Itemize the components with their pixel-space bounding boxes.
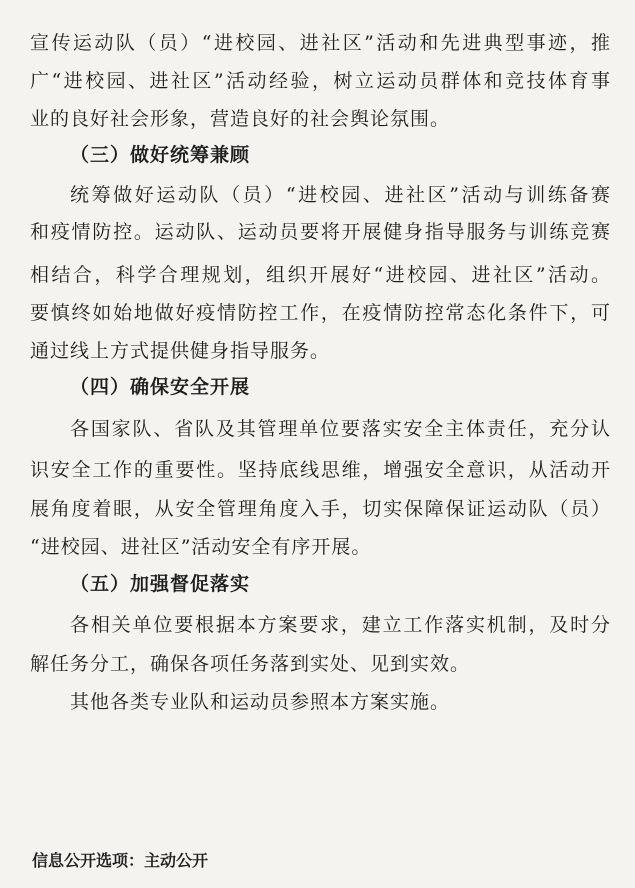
section-5-line-3: 其他各类专业队和运动员参照本方案实施。 xyxy=(70,691,451,713)
section-3-line-3: 相结合，科学合理规划，组织开展好“进校园、进社区”活动。 xyxy=(30,264,610,286)
intro-line-2: 广“进校园、进社区”活动经验，树立运动员群体和竞技体育事 xyxy=(30,70,610,92)
section-4-line-3: 展角度着眼，从安全管理角度入手，切实保障保证运动队（员） xyxy=(30,498,610,520)
section-5-heading: （五）加强督促落实 xyxy=(70,573,251,595)
section-3-line-1: 统筹做好运动队（员）“进校园、进社区”活动与训练备赛 xyxy=(70,184,610,206)
disclosure-option: 信息公开选项：主动公开 xyxy=(32,851,209,870)
intro-line-1: 宣传运动队（员）“进校园、进社区”活动和先进典型事迹，推 xyxy=(30,32,610,54)
section-4-line-4: “进校园、进社区”活动安全有序开展。 xyxy=(30,536,372,558)
section-5-line-1: 各相关单位要根据本方案要求，建立工作落实机制，及时分 xyxy=(70,614,610,636)
section-3-line-2: 和疫情防控。运动队、运动员要将开展健身指导服务与训练竞赛 xyxy=(30,221,610,243)
intro-line-3: 业的良好社会形象，营造良好的社会舆论氛围。 xyxy=(30,108,451,130)
section-4-line-1: 各国家队、省队及其管理单位要落实安全主体责任，充分认 xyxy=(70,418,610,440)
section-4-heading: （四）确保安全开展 xyxy=(70,376,251,398)
section-4-line-2: 识安全工作的重要性。坚持底线思维，增强安全意识，从活动开 xyxy=(30,459,610,481)
section-5-line-2: 解任务分工，确保各项任务落到实处、见到实效。 xyxy=(30,653,471,675)
section-3-line-4: 要慎终如始地做好疫情防控工作，在疫情防控常态化条件下，可 xyxy=(30,302,610,324)
section-3-line-5: 通过线上方式提供健身指导服务。 xyxy=(30,340,331,362)
section-3-heading: （三）做好统筹兼顾 xyxy=(70,144,251,166)
